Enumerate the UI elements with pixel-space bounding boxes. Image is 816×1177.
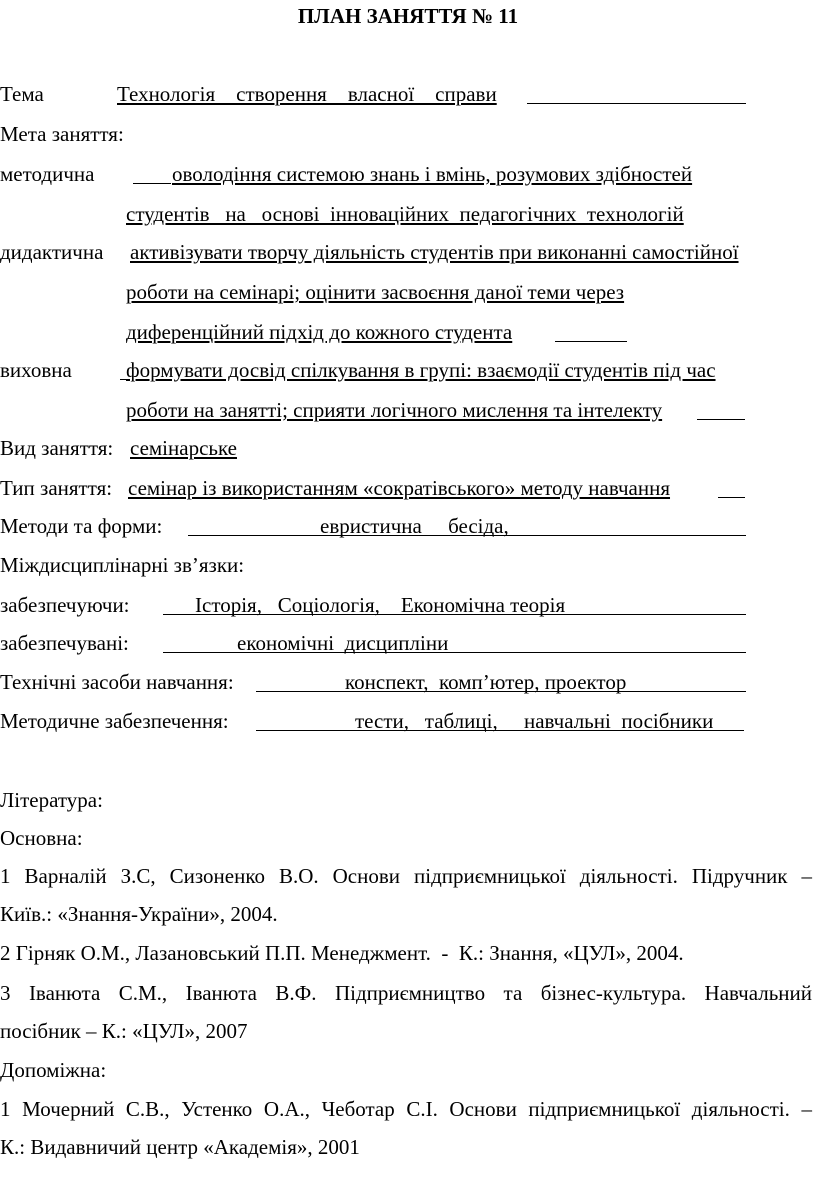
main-lit-item-3-line-1: 3 Іванюта С.М., Іванюта В.Ф. Підприємництво та бізнес-культура. Навчальний (0, 981, 812, 1005)
didactic-line-3: диференційний підхід до кожного студента (126, 320, 513, 344)
lesson-kind-label: Вид заняття: (0, 436, 114, 460)
lesson-type-label: Тип заняття: (0, 476, 113, 500)
methods-label: Методи та форми: (0, 514, 163, 538)
underline-rule (718, 497, 745, 498)
links-label: Міждисциплінарні зв’язки: (0, 553, 245, 577)
literature-label: Література: (0, 788, 103, 812)
didactic-line-1: активізувати творчу діяльність студентів при виконанні самостійної (130, 240, 739, 264)
tech-value: конспект, комп’ютер, проектор (345, 670, 627, 694)
underline-rule (697, 419, 745, 420)
methodical-line-2: студентів на основі інноваційних педагогічних технологій (126, 202, 684, 226)
aux-lit-item-1-line-2: К.: Видавничий центр «Академія», 2001 (0, 1135, 360, 1159)
aux-literature-label: Допоміжна: (0, 1058, 107, 1082)
main-lit-item-1-line-2: Київ.: «Знання-України», 2004. (0, 902, 278, 926)
underline-rule (527, 103, 746, 104)
providing-value: Історія, Соціологія, Економічна теорія (195, 593, 566, 617)
main-lit-item-2: 2 Гірняк О.М., Лазановський П.П. Менеджмент. - К.: Знання, «ЦУЛ», 2004. (0, 941, 684, 965)
educational-label: виховна (0, 358, 72, 382)
underline-rule (555, 341, 627, 342)
tech-label: Технічні засоби навчання: (0, 670, 234, 694)
lesson-type-value: семінар із використанням «сократівського» методу навчання (128, 476, 671, 500)
educational-line-1: формувати досвід спілкування в групі: взаємодії студентів під час (126, 358, 716, 382)
didactic-label: дидактична (0, 240, 104, 264)
lesson-kind-value: семінарське (130, 436, 237, 460)
support-value: тести, таблиці, навчальні посібники (355, 709, 714, 733)
page-title: ПЛАН ЗАНЯТТЯ № 11 (297, 4, 519, 28)
didactic-line-2: роботи на семінарі; оцінити засвоєння даної теми через (126, 280, 625, 304)
topic-label: Тема (0, 82, 44, 106)
underline-rule (133, 183, 171, 184)
providing-label: забезпечуючи: (0, 593, 130, 617)
main-literature-label: Основна: (0, 826, 83, 850)
educational-line-2: роботи на занятті; сприяти логічного мислення та інтелекту (126, 398, 663, 422)
goal-label: Мета заняття: (0, 122, 124, 146)
topic-value: Технологія створення власної справи (117, 82, 497, 106)
main-lit-item-1-line-1: 1 Варналій З.С, Сизоненко В.О. Основи підприємницької діяльності. Підручник – (0, 864, 812, 888)
methodical-line-1: оволодіння системою знань і вмінь, розумових здібностей (172, 162, 693, 186)
main-lit-item-3-line-2: посібник – К.: «ЦУЛ», 2007 (0, 1019, 248, 1043)
provided-label: забезпечувані: (0, 631, 129, 655)
support-label: Методичне забезпечення: (0, 709, 229, 733)
aux-lit-item-1-line-1: 1 Мочерний С.В., Устенко О.А., Чеботар С.І. Основи підприємницької діяльності. – (0, 1097, 812, 1121)
methods-value: евристична бесіда, (320, 514, 509, 538)
methodical-label: методична (0, 162, 95, 186)
provided-value: економічні дисципліни (237, 631, 449, 655)
